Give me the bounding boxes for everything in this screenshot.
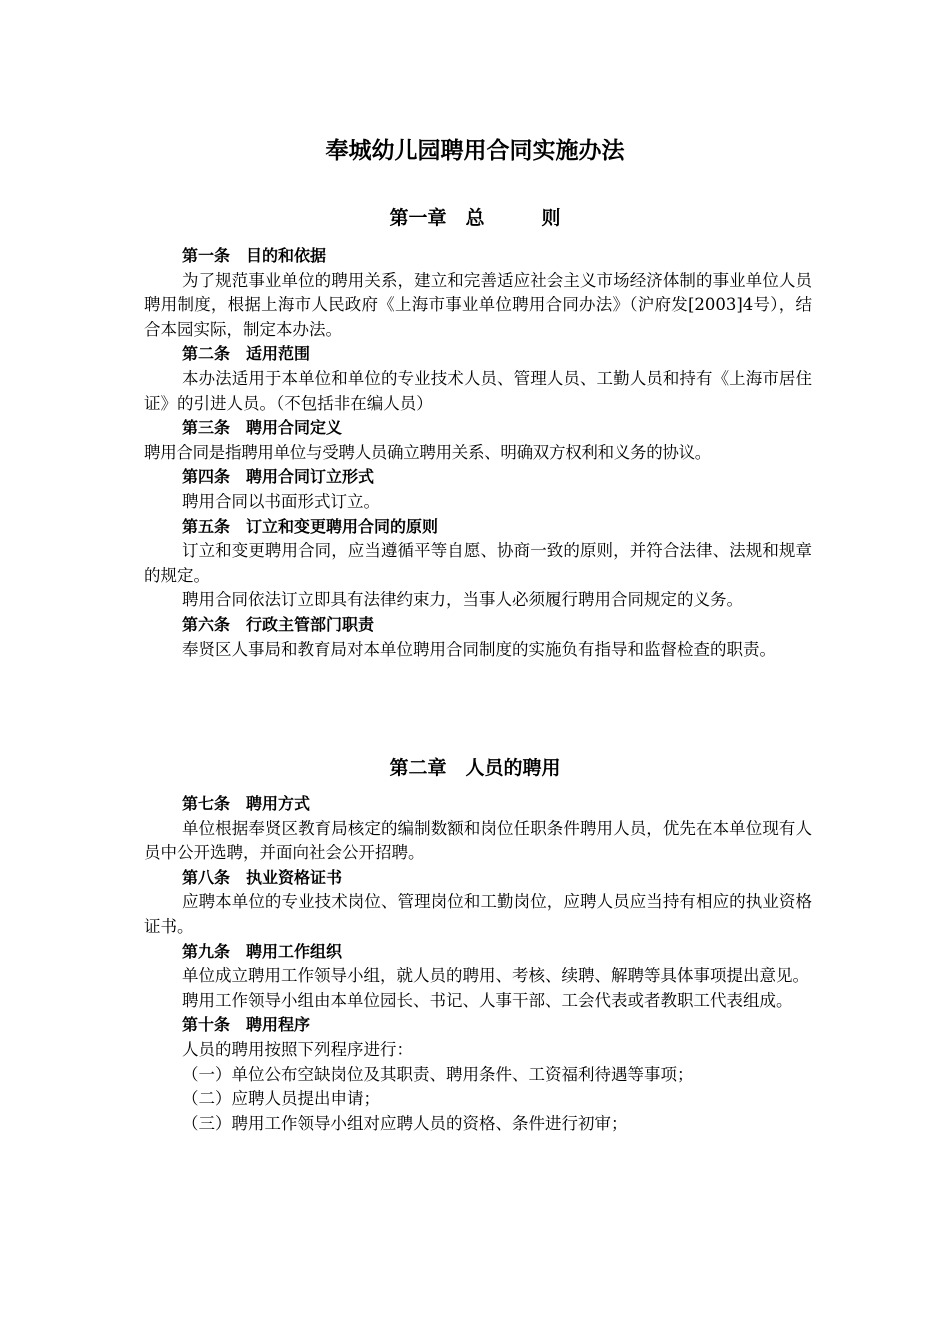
article-heading: 第六条 行政主管部门职责 xyxy=(182,614,375,634)
article-heading: 第十条 聘用程序 xyxy=(182,1015,311,1035)
list-item: （一）单位公布空缺岗位及其职责、聘用条件、工资福利待遇等事项； xyxy=(182,1064,694,1084)
article-heading: 第一条 目的和依据 xyxy=(182,246,327,265)
chapter-1-body xyxy=(144,244,812,662)
article-paragraph: 聘用合同是指聘用单位与受聘人员确立聘用关系、明确双方权利和义务的协议。 xyxy=(144,442,712,462)
article-paragraph: 奉贤区人事局和教育局对本单位聘用合同制度的实施负有指导和监督检查的职责。 xyxy=(182,639,776,659)
chapter-heading: 第二章 人员的聘用 xyxy=(389,757,561,779)
article-paragraph: 本办法适用于本单位和单位的专业技术人员、管理人员、工勤人员和持有《上海市居住证》的引进人员。（不包括非在编人员） xyxy=(144,368,812,413)
list-item: （三）聘用工作领导小组对应聘人员的资格、条件进行初审； xyxy=(182,1113,628,1133)
article-paragraph: 应聘本单位的专业技术岗位、管理岗位和工勤岗位，应聘人员应当持有相应的执业资格证书。 xyxy=(144,892,812,936)
article-paragraph: 聘用合同依法订立即具有法律约束力，当事人必须履行聘用合同规定的义务。 xyxy=(182,590,743,610)
article-heading: 第八条 执业资格证书 xyxy=(182,867,343,887)
article-paragraph: 为了规范事业单位的聘用关系，建立和完善适应社会主义市场经济体制的事业单位人员聘用制度，根据上海市人民政府《上海市事业单位聘用合同办法》（沪府发[2003]4号），结合本园实际，制定本办法。 xyxy=(144,270,812,339)
chapter-2-body xyxy=(144,792,812,1136)
article-heading: 第四条 聘用合同订立形式 xyxy=(182,467,375,487)
article-paragraph: 单位根据奉贤区教育局核定的编制数额和岗位任职条件聘用人员，优先在本单位现有人员中公开选聘，并面向社会公开招聘。 xyxy=(144,818,812,863)
list-item: （二）应聘人员提出申请； xyxy=(182,1089,380,1109)
chapter-heading: 第一章 总 则 xyxy=(389,207,561,229)
article-paragraph: 聘用合同以书面形式订立。 xyxy=(182,491,380,511)
article-paragraph: 聘用工作领导小组由本单位园长、书记、人事干部、工会代表或者教职工代表组成。 xyxy=(182,990,793,1010)
article-heading: 第三条 聘用合同定义 xyxy=(182,418,343,438)
article-heading: 第二条 适用范围 xyxy=(182,344,311,364)
article-heading: 第七条 聘用方式 xyxy=(182,794,311,813)
article-heading: 第五条 订立和变更聘用合同的原则 xyxy=(182,516,439,536)
article-paragraph: 人员的聘用按照下列程序进行： xyxy=(182,1039,413,1059)
article-heading: 第九条 聘用工作组织 xyxy=(182,941,343,961)
article-paragraph: 单位成立聘用工作领导小组，就人员的聘用、考核、续聘、解聘等具体事项提出意见。 xyxy=(182,966,809,986)
document-title: 奉城幼儿园聘用合同实施办法 xyxy=(325,138,625,164)
article-paragraph: 订立和变更聘用合同，应当遵循平等自愿、协商一致的原则，并符合法律、法规和规章的规定。 xyxy=(144,541,812,585)
